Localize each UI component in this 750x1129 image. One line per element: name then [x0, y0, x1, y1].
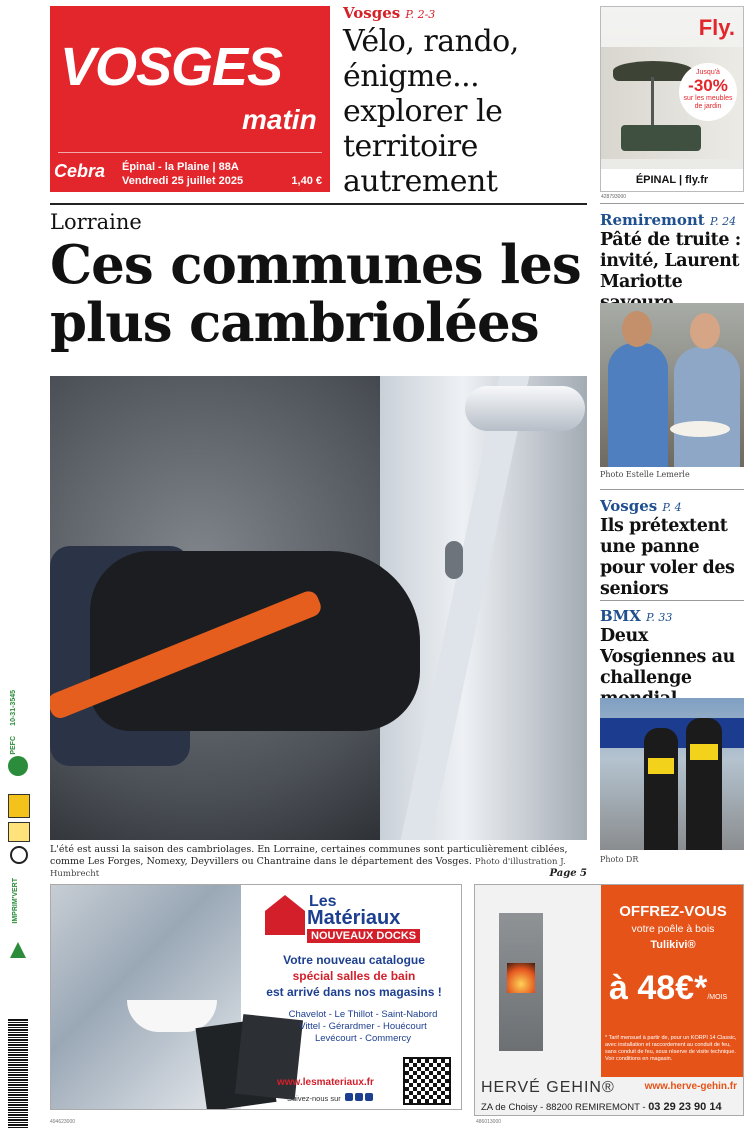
gehin-brand: HERVÉ GEHIN®	[481, 1079, 615, 1096]
window-handle	[465, 386, 585, 431]
imprimvert-label: IMPRIM'VERT	[12, 878, 19, 924]
materiaux-logo-sub: NOUVEAUX DOCKS	[307, 929, 420, 943]
store-towns: Chavelot - Le Thillot - Saint-Nabord Vittel - Gérardmer - Houécourt Levécourt - Commercy	[288, 1009, 438, 1044]
story-headline[interactable]: Deux Vosgiennes au challenge	[600, 626, 735, 688]
teaser-section: Vosges	[343, 4, 401, 22]
main-story-photo[interactable]	[50, 376, 587, 840]
rider-left	[644, 728, 678, 850]
triman-icon	[10, 846, 28, 864]
ad-code: 428793000	[601, 194, 627, 200]
story-section: BMX	[600, 607, 641, 625]
fly-ad-footer: ÉPINAL | fly.fr	[601, 169, 743, 191]
rider-right	[686, 718, 722, 850]
materiaux-advertisement[interactable]	[50, 884, 462, 1110]
person-right-head	[690, 313, 720, 349]
garden-sofa-icon	[621, 125, 701, 151]
caption-credit: Photo d'illustration J. Humbrecht	[50, 857, 566, 879]
story-page: P. 24	[709, 215, 737, 228]
edition-info	[122, 160, 243, 188]
story-page: P. 4	[662, 501, 682, 514]
instagram-icon[interactable]	[355, 1093, 363, 1101]
materiaux-website-link[interactable]: www.lesmateriaux.fr	[277, 1077, 374, 1088]
promo-bottom: sur les meubles de jardin	[683, 95, 733, 110]
gehin-website-link[interactable]: www.herve-gehin.fr	[644, 1081, 737, 1092]
right-story-bmx[interactable]	[600, 607, 746, 710]
page-reference[interactable]: Page 5	[549, 868, 587, 879]
right-story-vosges[interactable]	[600, 497, 746, 600]
partner-logo: Cebra	[54, 161, 106, 181]
story-kicker	[600, 497, 746, 515]
top-teaser[interactable]	[343, 4, 593, 199]
teaser-headline[interactable]: Vélo, rando, énigme... explorer le territoire autrement	[343, 24, 519, 199]
fly-advertisement[interactable]	[600, 6, 744, 192]
pefc-icon	[8, 756, 28, 776]
offer-subtitle: votre poêle à bois	[631, 923, 715, 935]
caption-text: L'été est aussi la saison des cambriolages. En Lorraine, certaines communes sont particulièrement ciblées, comme Les Forges, Nomexy, Deyvillers ou Chantraine dans le département des Vosges.	[50, 844, 568, 867]
bmx-photo[interactable]	[600, 698, 744, 850]
fly-logo-text: Fly.	[698, 15, 735, 40]
header-rule	[50, 203, 587, 205]
right-column-rule-top	[600, 203, 744, 204]
promo-badge	[679, 63, 737, 121]
brand-logo-sub: matin	[242, 104, 317, 135]
promo-discount: -30%	[688, 76, 728, 95]
materiaux-logo-main: Matériaux	[307, 907, 401, 929]
gehin-address	[481, 1101, 722, 1113]
social-follow	[287, 1093, 373, 1103]
fire-icon	[507, 963, 535, 993]
offer-price-unit: /MOIS	[707, 994, 728, 1001]
story-section: Remiremont	[600, 211, 705, 229]
ad-code: 494623000	[50, 1119, 76, 1125]
main-headline[interactable]: Ces communes les plus cambriolées	[50, 234, 581, 354]
brand-logo: VOSGES	[60, 37, 283, 97]
person-left	[608, 343, 668, 467]
linkedin-icon[interactable]	[365, 1093, 373, 1101]
story-section: Vosges	[600, 497, 658, 515]
right-column-rule	[600, 600, 744, 601]
sorting-info-icon	[8, 822, 30, 842]
right-story-remiremont[interactable]	[600, 211, 746, 314]
remiremont-photo[interactable]	[600, 303, 744, 467]
rider-right-jersey	[690, 744, 718, 760]
story-kicker	[600, 607, 746, 625]
issue-date: Vendredi 25 juillet 2025	[122, 175, 244, 187]
story-kicker	[600, 211, 746, 229]
rider-left-jersey	[648, 758, 674, 774]
pefc-code: 10-31-3545	[10, 690, 17, 726]
teaser-kicker	[343, 4, 593, 22]
main-caption	[50, 844, 587, 880]
person-left-head	[622, 311, 652, 347]
imprimvert-icon	[10, 942, 26, 958]
promo-top: Jusqu'à	[696, 69, 720, 76]
pefc-label: PEFC	[10, 736, 17, 755]
gehin-advertisement[interactable]	[474, 884, 744, 1116]
ad-line-3: est arrivé dans nos magasins !	[266, 985, 442, 999]
burglar-glove	[90, 551, 420, 731]
offer-title: OFFREZ-VOUS	[619, 903, 727, 920]
qr-code-icon[interactable]	[403, 1057, 451, 1105]
main-story-section: Lorraine	[50, 210, 142, 234]
offer-price-value: à 48€*	[609, 969, 708, 1007]
photo-credit-remiremont: Photo Estelle Lemerle	[600, 470, 690, 479]
person-right	[674, 347, 740, 467]
story-page: P. 33	[646, 611, 673, 624]
barcode-icon	[8, 1018, 28, 1128]
masthead-divider	[58, 152, 322, 153]
photo-credit-bmx: Photo DR	[600, 855, 639, 864]
recycle-info-icon	[8, 794, 30, 818]
facebook-icon[interactable]	[345, 1093, 353, 1101]
edition-label: Épinal - la Plaine | 88A	[122, 161, 239, 173]
ad-line-1: Votre nouveau catalogue	[283, 953, 425, 967]
ad-code: 486013000	[476, 1119, 502, 1125]
offer-price	[609, 969, 727, 1008]
story-headline[interactable]: Pâté de truite : invité, Laurent Mariotte	[600, 230, 741, 292]
issue-price: 1,40 €	[291, 175, 322, 187]
social-label: Suivez-nous sur	[287, 1094, 341, 1103]
ad-line-2: spécial salles de bain	[292, 969, 416, 983]
plate	[670, 421, 730, 437]
offer-brand: Tulikivi®	[650, 939, 696, 951]
lock-cylinder	[445, 541, 463, 579]
materiaux-logo-les: Les	[309, 893, 337, 910]
fly-logo	[699, 15, 735, 41]
house-logo-icon	[265, 895, 305, 935]
teaser-page: P. 2-3	[405, 8, 436, 21]
offer-fine-print: * Tarif mensuel à partir de, pour un KORPI 14 Classic, avec installation et raccordement au conduit de feu, sans conduit de feu, sous réserve de visite technique. Voir conditions en magasin.	[605, 1035, 737, 1062]
right-column-rule	[600, 489, 744, 490]
story-headline[interactable]: Ils prétextent une panne pour voler des seniors	[600, 516, 735, 599]
gehin-address-text: ZA de Choisy - 88200 REMIREMONT -	[481, 1102, 646, 1113]
masthead[interactable]	[50, 6, 330, 192]
gehin-phone[interactable]: 03 29 23 90 14	[648, 1101, 722, 1113]
